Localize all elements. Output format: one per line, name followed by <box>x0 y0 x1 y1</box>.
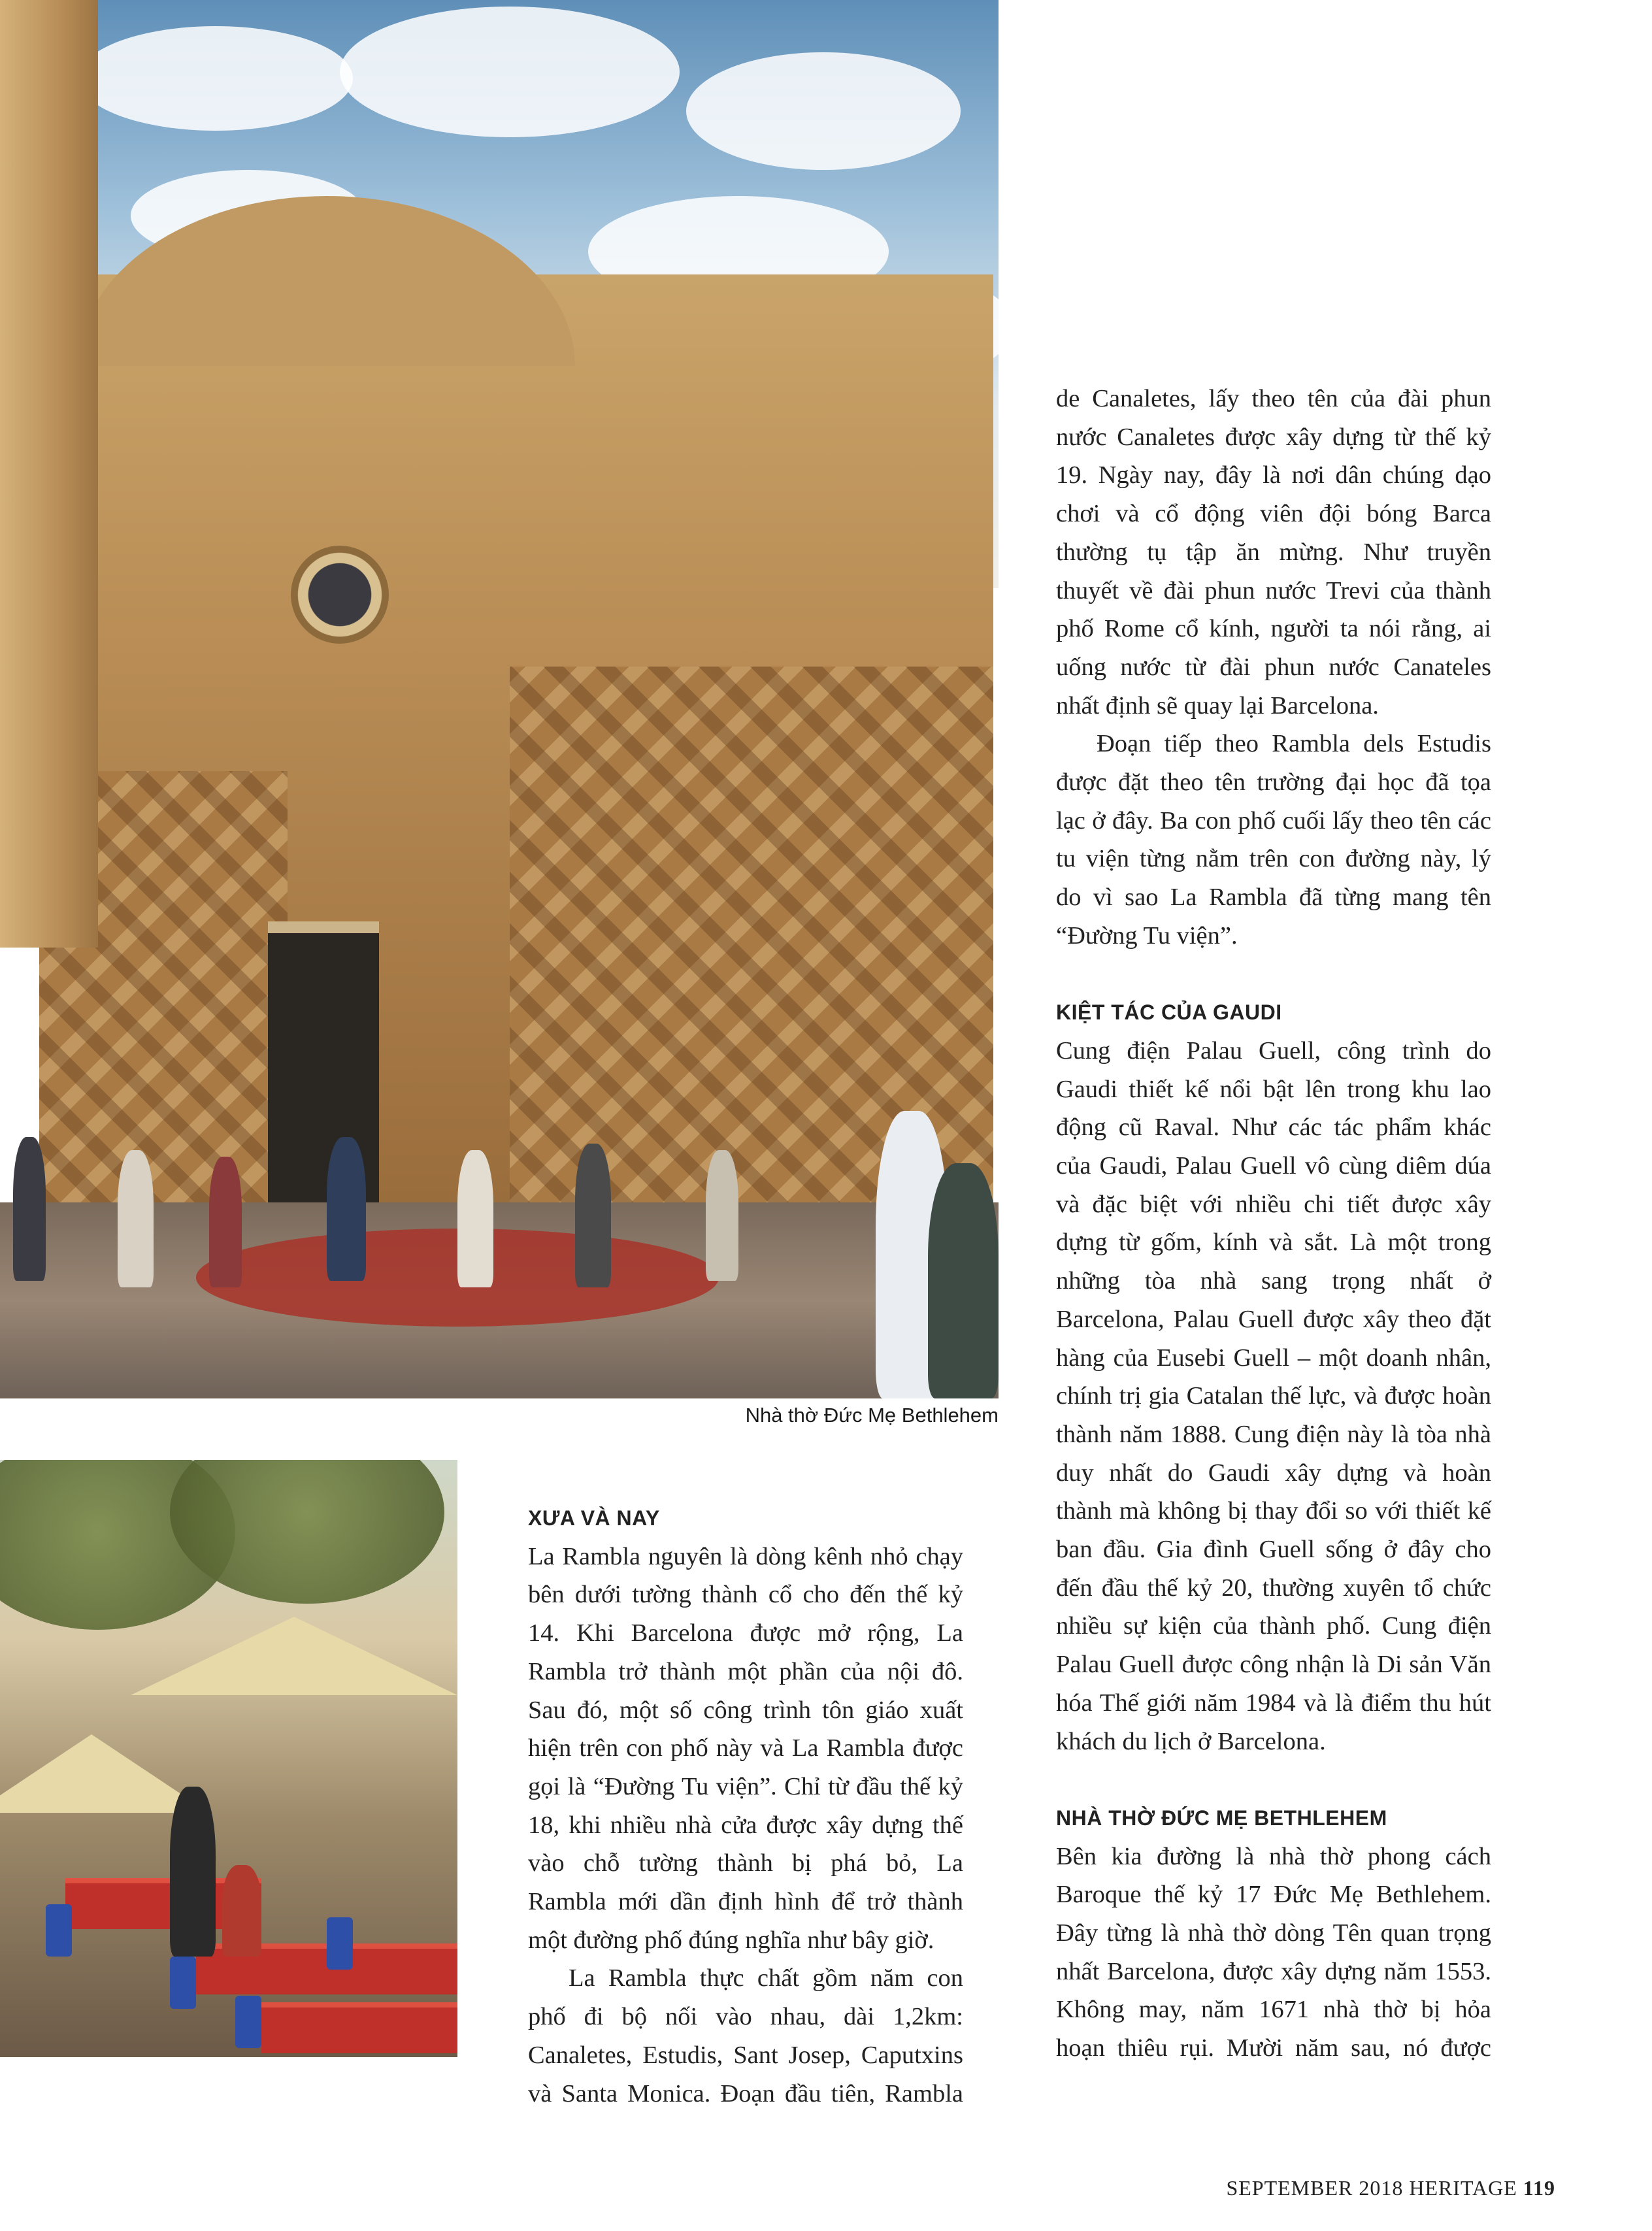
paragraph-line: do vì sao La Rambla đã từng mang tên <box>1056 884 1491 912</box>
article-column-right <box>1056 380 1491 2068</box>
article-column-left <box>528 1499 963 2113</box>
paragraph-line: Rambla trở thành một phần của nội đô. <box>528 1657 963 1685</box>
paragraph-line: bên dưới tường thành cổ cho đến thế kỷ <box>528 1581 963 1609</box>
paragraph-line: nước Canaletes được xây dựng từ thế kỷ <box>1056 423 1491 451</box>
paragraph-line: uống nước từ đài phun nước Canateles <box>1056 653 1491 681</box>
paragraph-line: chơi và cổ động viên đội bóng Barca <box>1056 500 1491 528</box>
folio-page-number: 119 <box>1523 2176 1555 2200</box>
paragraph-line: 14. Khi Barcelona được mở rộng, La <box>528 1619 963 1647</box>
paragraph-line: Cung điện Palau Guell, công trình do <box>1056 1036 1491 1065</box>
paragraph-line: hóa Thế giới năm 1984 và là điểm thu hút <box>1056 1689 1491 1717</box>
paragraph-line: thành mà không bị thay đổi so với thiết kế <box>1056 1497 1491 1525</box>
paragraph-line: Bên kia đường là nhà thờ phong cách <box>1056 1842 1491 1870</box>
paragraph-line: dựng từ gốm, kính và sắt. Là một trong <box>1056 1229 1491 1257</box>
paragraph-line: nhiều sự kiện của thành phố. Cung điện <box>1056 1612 1491 1640</box>
paragraph-line: La Rambla thực chất gồm năm con <box>569 1964 963 1992</box>
paragraph-line: chính trị gia Catalan thế lực, và được hoàn <box>1056 1382 1491 1410</box>
paragraph-line: Không may, năm 1671 nhà thờ bị hỏa <box>1056 1996 1491 2024</box>
paragraph-line: de Canaletes, lấy theo tên của đài phun <box>1056 385 1491 412</box>
paragraph-line: La Rambla nguyên là dòng kênh nhỏ chạy <box>528 1542 963 1570</box>
paragraph-line: thuyết về đài phun nước Trevi của thành <box>1056 576 1491 604</box>
paragraph-line: hoạn thiêu rụi. Mười năm sau, nó được <box>1056 2034 1491 2062</box>
paragraph-line: và Santa Monica. Đoạn đầu tiên, Rambla <box>528 2079 963 2107</box>
paragraph-line: một đường phố đúng nghĩa như bây giờ. <box>528 1926 934 1954</box>
paragraph-line: lạc ở đây. Ba con phố cuối lấy theo tên các <box>1056 806 1491 835</box>
section-heading: XƯA VÀ NAY <box>528 1506 660 1530</box>
paragraph-line: những tòa nhà sang trọng nhất ở <box>1056 1267 1491 1295</box>
paragraph-line: khách du lịch ở Barcelona. <box>1056 1727 1326 1755</box>
folio-month: SEPTEMBER <box>1226 2176 1353 2200</box>
paragraph-line: Đoạn tiếp theo Rambla dels Estudis <box>1097 730 1491 758</box>
paragraph-line: 18, khi nhiều nhà cửa được xây dựng thế <box>528 1811 963 1839</box>
page-folio <box>1226 2176 1555 2200</box>
paragraph-line: động cũ Raval. Như các tác phẩm khác <box>1056 1114 1491 1142</box>
paragraph-line: tu viện từng nằm trên con đường này, lý <box>1056 845 1491 873</box>
paragraph-line: phố đi bộ nối vào nhau, dài 1,2km: <box>528 2003 963 2031</box>
folio-magazine: HERITAGE <box>1409 2176 1517 2200</box>
folio-year: 2018 <box>1359 2176 1404 2200</box>
paragraph-line: hiện trên con phố này và La Rambla được <box>528 1734 963 1762</box>
paragraph-line: Barcelona, Palau Guell được xây theo đặt <box>1056 1305 1491 1333</box>
paragraph-line: gọi là “Đường Tu viện”. Chỉ từ đầu thế kỷ <box>528 1772 963 1800</box>
paragraph-line: của Gaudi, Palau Guell vô cùng diêm dúa <box>1056 1152 1491 1180</box>
paragraph-line: thành năm 1888. Cung điện này là tòa nhà <box>1056 1420 1491 1448</box>
paragraph-line: vào chỗ tường thành bị phá bỏ, La <box>528 1849 963 1877</box>
section-heading: KIỆT TÁC CỦA GAUDI <box>1056 1000 1282 1025</box>
paragraph-line: 19. Ngày nay, đây là nơi dân chúng dạo <box>1056 461 1491 489</box>
paragraph-line: được đặt theo tên trường đại học đã tọa <box>1056 768 1491 797</box>
paragraph-line: duy nhất do Gaudi xây dựng và hoàn <box>1056 1459 1491 1487</box>
paragraph-line: nhất Barcelona, được xây dựng năm 1553. <box>1056 1957 1491 1985</box>
paragraph-line: Rambla mới dần định hình để trở thành <box>528 1888 963 1916</box>
paragraph-line: ban đầu. Gia đình Guell sống ở đây cho <box>1056 1536 1491 1564</box>
paragraph-line: Sau đó, một số công trình tôn giáo xuất <box>528 1696 963 1724</box>
paragraph-line: và đặc biệt với nhiều chi tiết được xây <box>1056 1190 1491 1218</box>
paragraph-line: đến đầu thế kỷ 20, thường xuyên tổ chức <box>1056 1574 1491 1602</box>
section-heading: NHÀ THỜ ĐỨC MẸ BETHLEHEM <box>1056 1806 1387 1830</box>
cathedral-photo <box>0 0 999 1398</box>
street-cafe-photo <box>0 1460 457 2057</box>
paragraph-line: Canaletes, Estudis, Sant Josep, Caputxins <box>528 2041 963 2069</box>
paragraph-line: phố Rome cổ kính, người ta nói rằng, ai <box>1056 615 1491 643</box>
photo-caption: Nhà thờ Đức Mẹ Bethlehem <box>745 1404 999 1427</box>
paragraph-line: Đây từng là nhà thờ dòng Tên quan trọng <box>1056 1919 1491 1947</box>
paragraph-line: Gaudi thiết kế nổi bật lên trong khu lao <box>1056 1075 1491 1103</box>
paragraph-line: “Đường Tu viện”. <box>1056 921 1238 950</box>
paragraph-line: Baroque thế kỷ 17 Đức Mẹ Bethlehem. <box>1056 1881 1491 1909</box>
paragraph-line: hàng của Eusebi Guell – một doanh nhân, <box>1056 1344 1491 1372</box>
paragraph-line: Palau Guell được công nhận là Di sản Văn <box>1056 1651 1491 1679</box>
paragraph-line: thường tụ tập ăn mừng. Như truyền <box>1056 538 1491 566</box>
paragraph-line: nhất định sẽ quay lại Barcelona. <box>1056 691 1379 719</box>
